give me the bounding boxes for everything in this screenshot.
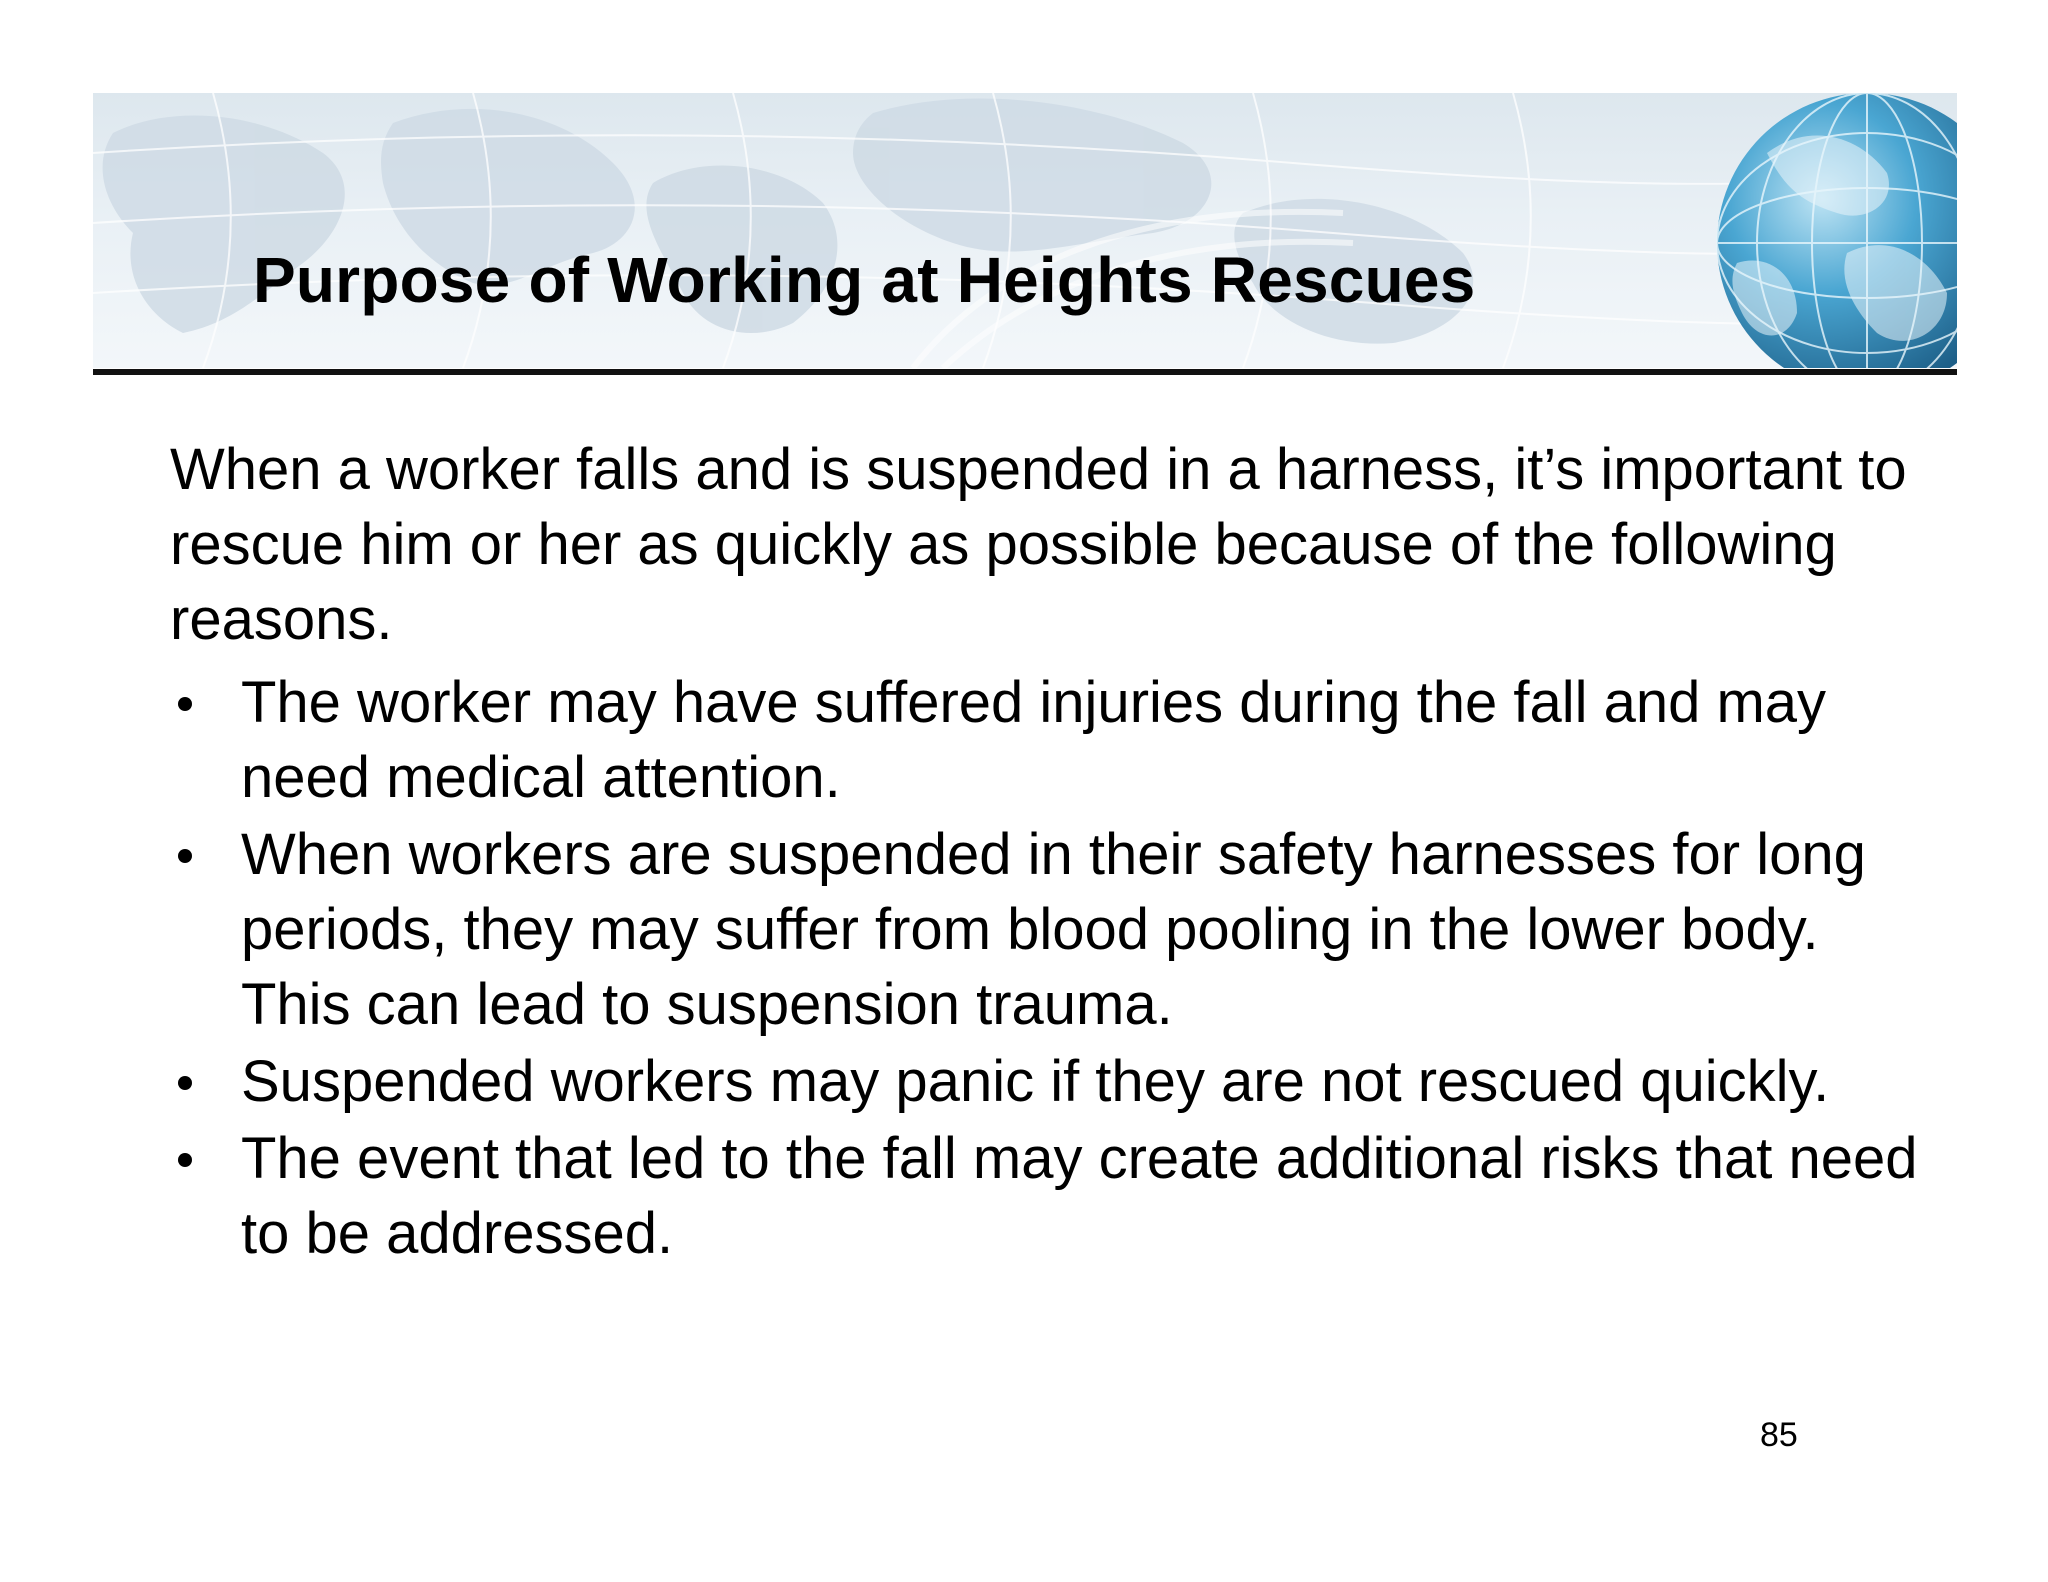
- bullet-text: Suspended workers may panic if they are not rescued quickly.: [241, 1049, 1830, 1114]
- bullet-text: When workers are suspended in their safety harnesses for long periods, they may suffer from blood pooling in the lower body. This can lead to suspension trauma.: [241, 822, 1866, 1037]
- list-item: [170, 817, 1930, 1042]
- slide-body: [170, 432, 1930, 1273]
- bullet-icon: [178, 1076, 192, 1090]
- list-item: [170, 665, 1930, 815]
- bullet-icon: [178, 849, 192, 863]
- title-banner: [93, 93, 1957, 368]
- list-item: [170, 1044, 1930, 1119]
- bullet-list: [170, 665, 1930, 1271]
- title-underline: [93, 369, 1957, 375]
- world-map-background: [93, 93, 1957, 368]
- page-number: 85: [1760, 1416, 1798, 1454]
- globe-icon: [1697, 93, 1957, 368]
- bullet-text: The event that led to the fall may create additional risks that need to be addressed.: [241, 1126, 1918, 1266]
- slide-title: Purpose of Working at Heights Rescues: [253, 244, 1476, 316]
- intro-paragraph: When a worker falls and is suspended in a harness, it’s important to rescue him or her as quickly as possible because of the following reasons.: [170, 437, 1907, 652]
- list-item: [170, 1121, 1930, 1271]
- bullet-icon: [178, 1153, 192, 1167]
- bullet-icon: [178, 697, 192, 711]
- bullet-text: The worker may have suffered injuries during the fall and may need medical attention.: [241, 670, 1827, 810]
